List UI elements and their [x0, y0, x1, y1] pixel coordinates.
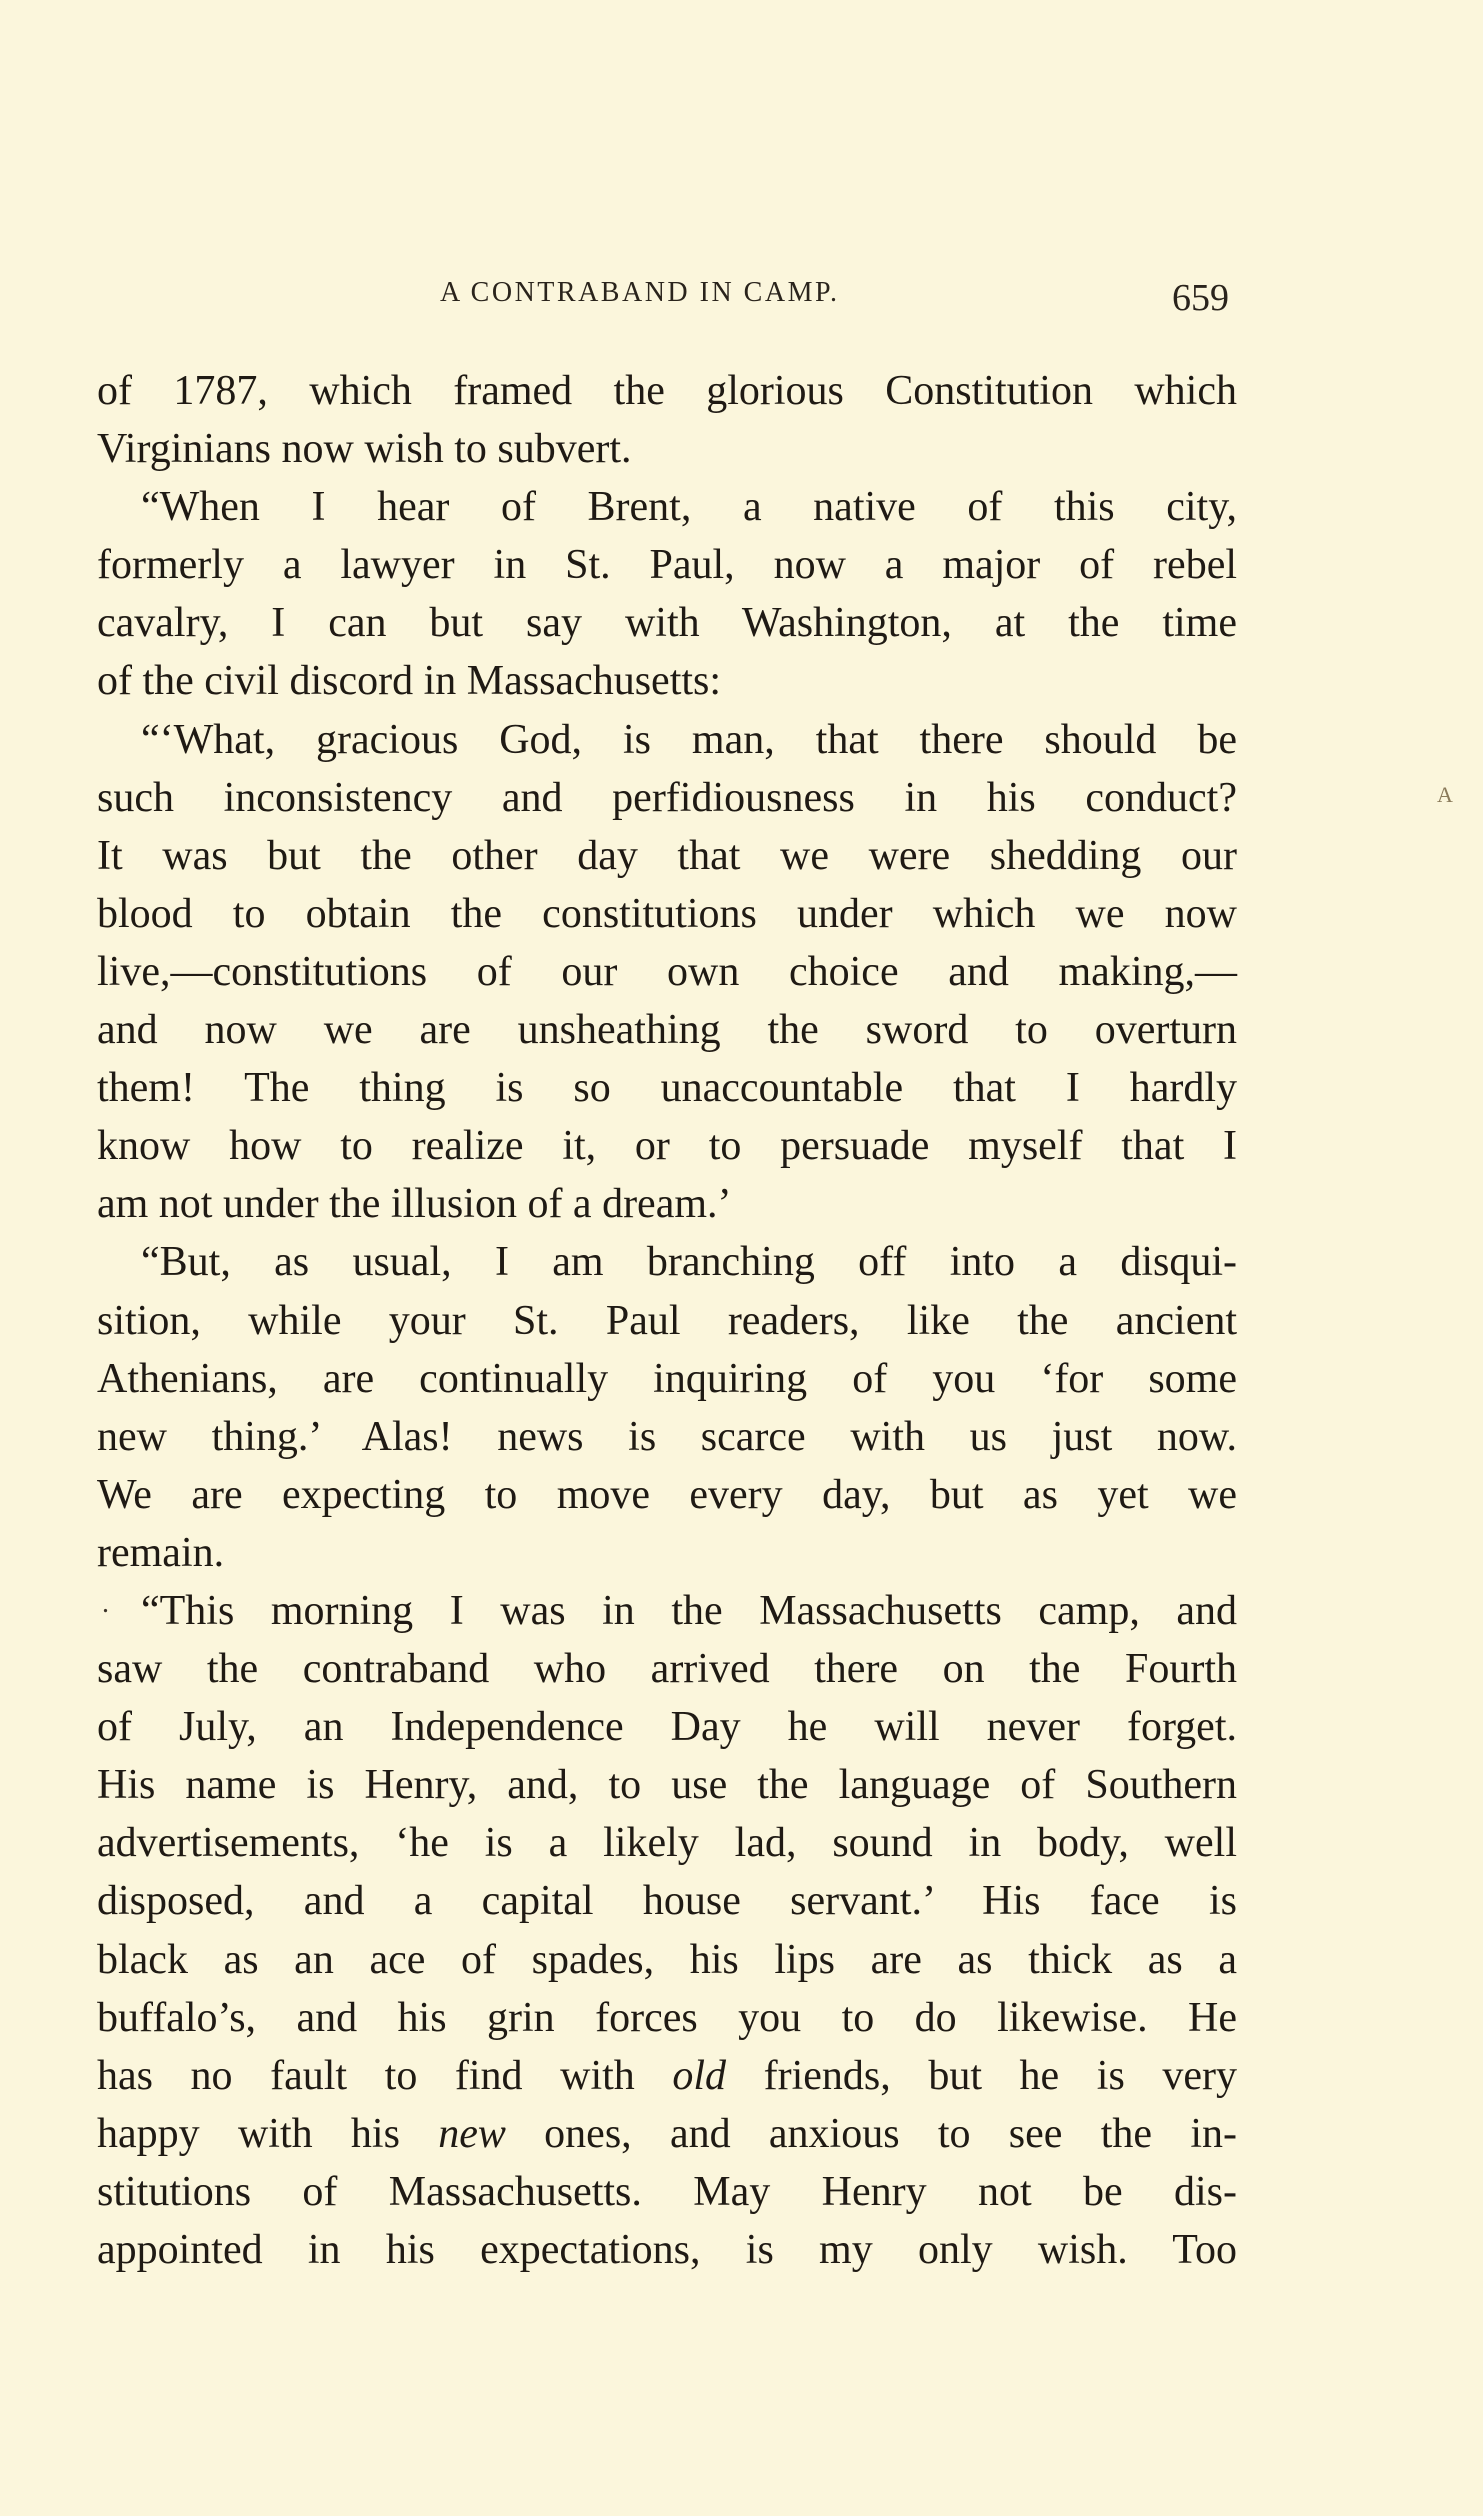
stray-mark: . — [102, 1588, 109, 1619]
text-line: buffalo’s, and his grin forces you to do likewise. He — [97, 1994, 1237, 2041]
text-line: “‘What, gracious God, is man, that there should be — [141, 716, 1237, 763]
text-line: sition, while your St. Paul readers, like the ancient — [97, 1297, 1237, 1344]
text-line: remain. — [97, 1529, 225, 1576]
text-line: new thing.’ Alas! news is scarce with us just now. — [97, 1413, 1237, 1460]
text-line: It was but the other day that we were shedding our — [97, 832, 1237, 879]
text-line: Virginians now wish to subvert. — [97, 426, 632, 473]
text-line: advertisements, ‘he is a likely lad, sound in body, well — [97, 1820, 1237, 1867]
text-line: stitutions of Massachusetts. May Henry not be dis- — [97, 2168, 1237, 2215]
page-number: 659 — [1172, 277, 1229, 319]
text-line: saw the contraband who arrived there on the Fourth — [97, 1646, 1237, 1693]
text-line: black as an ace of spades, his lips are as thick as a — [97, 1936, 1237, 1983]
text-line: and now we are unsheathing the sword to overturn — [97, 1007, 1237, 1054]
text-line: formerly a lawyer in St. Paul, now a major of rebel — [97, 542, 1237, 589]
running-head: A CONTRABAND IN CAMP. — [440, 277, 840, 308]
margin-annotation: A — [1437, 782, 1453, 807]
text-line: live,—constitutions of our own choice and making,— — [97, 948, 1237, 995]
text-line: know how to realize it, or to persuade myself that I — [97, 1123, 1237, 1170]
text-line: appointed in his expectations, is my only wish. Too — [97, 2227, 1237, 2273]
text-line: of July, an Independence Day he will never forget. — [97, 1704, 1237, 1751]
text-line: them! The thing is so unaccountable that I hardly — [97, 1065, 1237, 1112]
text-line: cavalry, I can but say with Washington, at the time — [97, 600, 1237, 647]
text-line: We are expecting to move every day, but as yet we — [97, 1471, 1237, 1518]
text-line: of the civil discord in Massachusetts: — [97, 658, 722, 705]
text-line: “But, as usual, I am branching off into a disqui- — [141, 1239, 1237, 1286]
text-line: blood to obtain the constitutions under which we now — [97, 890, 1237, 937]
text-line: His name is Henry, and, to use the language of Southern — [97, 1762, 1237, 1809]
text-line: “When I hear of Brent, a native of this city, — [141, 484, 1237, 531]
text-line: of 1787, which framed the glorious Constitution which — [97, 368, 1237, 414]
text-line: disposed, and a capital house servant.’ His face is — [97, 1878, 1237, 1925]
text-line: happy with his new ones, and anxious to see the in- — [97, 2110, 1237, 2157]
text-line: am not under the illusion of a dream.’ — [97, 1181, 732, 1228]
body-text — [97, 362, 1237, 2279]
text-line: such inconsistency and perfidiousness in his conduct? — [97, 774, 1237, 821]
text-line: has no fault to find with old friends, but he is very — [97, 2052, 1237, 2099]
text-line: Athenians, are continually inquiring of you ‘for some — [97, 1355, 1237, 1402]
text-line: “This morning I was in the Massachusetts camp, and — [141, 1587, 1237, 1634]
